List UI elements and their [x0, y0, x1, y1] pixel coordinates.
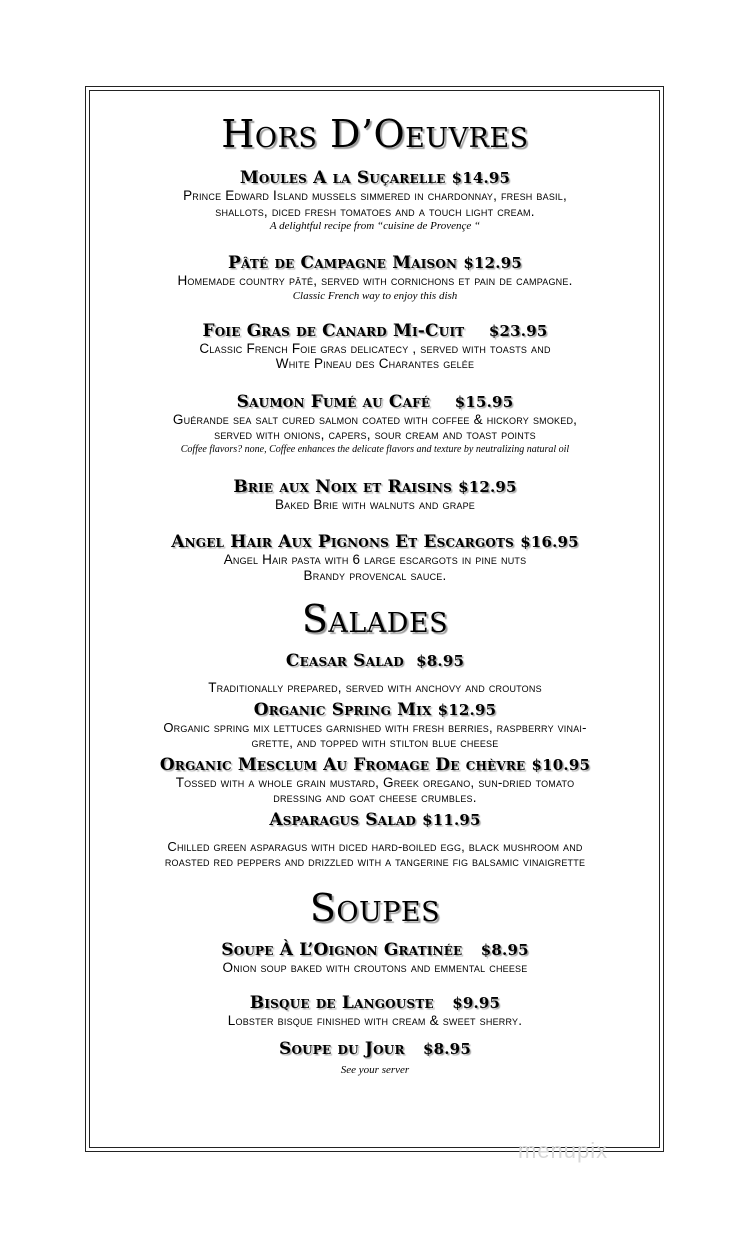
menu-item-foie-gras — [96, 321, 654, 372]
item-price: $23.95 — [488, 321, 548, 340]
item-description: Guérande sea salt cured salmon coated with coffee & hickory smoked, served with onions, capers, sour cream and toast points — [172, 411, 578, 442]
item-price: $9.95 — [452, 994, 501, 1012]
item-title — [96, 253, 654, 273]
item-description: Homemade country pâté, served with cornichons et pain de campagne. — [177, 273, 573, 288]
item-price: $12.95 — [437, 700, 497, 719]
item-name: Organic Mesclum Au Fromage De chèvre — [159, 754, 526, 775]
section-title-hors-doeuvres: Hors D’Oeuvres — [221, 112, 529, 156]
item-note: See your server — [340, 1063, 410, 1076]
item-title — [96, 532, 654, 552]
item-note: Classic French way to enjoy this dish — [292, 289, 458, 302]
item-name: Angel Hair Aux Pignons Et Escargots — [171, 532, 515, 552]
item-name: Bisque de Langouste — [249, 993, 434, 1013]
item-note: A delightful recipe from “cuisine de Provençe “ — [269, 220, 481, 232]
item-price: $15.95 — [454, 392, 514, 411]
item-title — [96, 993, 654, 1013]
item-description: Prince Edward Island mussels simmered in chardonnay, fresh basil, shallots, diced fresh tomatoes and a touch light cream. — [183, 188, 567, 219]
item-title — [96, 940, 654, 960]
item-description: Lobster bisque finished with cream & sweet sherry. — [227, 1013, 523, 1028]
item-price: $8.95 — [422, 1039, 471, 1058]
item-price: $12.95 — [458, 477, 517, 496]
item-description: Classic French Foie gras delicatecy , served with toasts and White Pineau des Charantes gelée — [199, 340, 551, 371]
item-title — [96, 700, 654, 720]
item-description: Chilled green asparagus with diced hard-boiled egg, black mushroom and roasted red peppers and drizzled with a tangerine fig balsamic vinaigrette — [164, 838, 586, 869]
item-title — [96, 168, 654, 188]
menu-page — [96, 112, 654, 1077]
menu-item-organic-mesclum — [96, 755, 654, 806]
menu-item-asparagus-salad — [96, 810, 654, 870]
item-name: Organic Spring Mix — [253, 699, 432, 720]
item-name: Brie aux Noix et Raisins — [233, 476, 452, 497]
menu-item-moules — [96, 168, 654, 233]
item-price: $14.95 — [451, 169, 511, 187]
item-description: Tossed with a whole grain mustard, Greek oregano, sun-dried tomato dressing and goat cheese crumbles. — [175, 774, 575, 805]
item-price: $8.95 — [416, 652, 465, 670]
section-title-soupes: Soupes — [309, 885, 441, 930]
item-name: Asparagus Salad — [269, 809, 416, 830]
item-description: Organic spring mix lettuces garnished with fresh berries, raspberry vinai- grette, and topped with stilton blue cheese — [163, 719, 587, 750]
item-price: $16.95 — [520, 533, 579, 551]
item-title — [96, 755, 654, 775]
item-note: Coffee flavors? none, Coffee enhances the delicate flavors and texture by neutralizing natural oil — [180, 443, 570, 455]
item-price: $10.95 — [531, 755, 591, 774]
item-description: Traditionally prepared, served with anchovy and croutons — [208, 680, 542, 695]
item-title — [96, 810, 654, 830]
item-price: $11.95 — [422, 810, 481, 829]
section-title-salades: Salades — [301, 597, 449, 641]
item-name: Saumon Fumé au Café — [236, 391, 431, 412]
menu-item-bisque — [96, 993, 654, 1029]
menu-item-soupe-du-jour — [96, 1039, 654, 1077]
item-name: Moules A la Suçarelle — [239, 168, 446, 188]
item-name: Soupe À L’Oignon Gratinée — [221, 939, 463, 960]
item-title — [96, 651, 654, 671]
item-price: $12.95 — [463, 254, 522, 272]
item-name: Pâté de Campagne Maison — [228, 253, 458, 273]
item-title — [96, 1039, 654, 1059]
item-description: Angel Hair pasta with 6 large escargots in pine nuts Brandy provencal sauce. — [223, 552, 527, 583]
item-description: Baked Brie with walnuts and grape — [274, 496, 476, 512]
menu-item-brie — [96, 477, 654, 513]
item-name: Soupe du Jour — [279, 1038, 405, 1059]
menu-item-ceasar-salad — [96, 651, 654, 696]
menu-item-soupe-oignon — [96, 940, 654, 976]
menu-item-saumon — [96, 392, 654, 457]
item-title — [96, 477, 654, 497]
menu-item-organic-spring-mix — [96, 700, 654, 751]
menu-item-angel-hair — [96, 532, 654, 583]
item-description: Onion soup baked with croutons and emmental cheese — [222, 959, 528, 975]
watermark: menupix — [518, 1138, 609, 1163]
item-title — [96, 321, 654, 341]
item-name: Foie Gras de Canard Mi-Cuit — [202, 320, 465, 341]
item-name: Ceasar Salad — [285, 651, 404, 671]
item-price: $8.95 — [480, 940, 529, 959]
item-title — [96, 392, 654, 412]
menu-item-pate — [96, 253, 654, 303]
